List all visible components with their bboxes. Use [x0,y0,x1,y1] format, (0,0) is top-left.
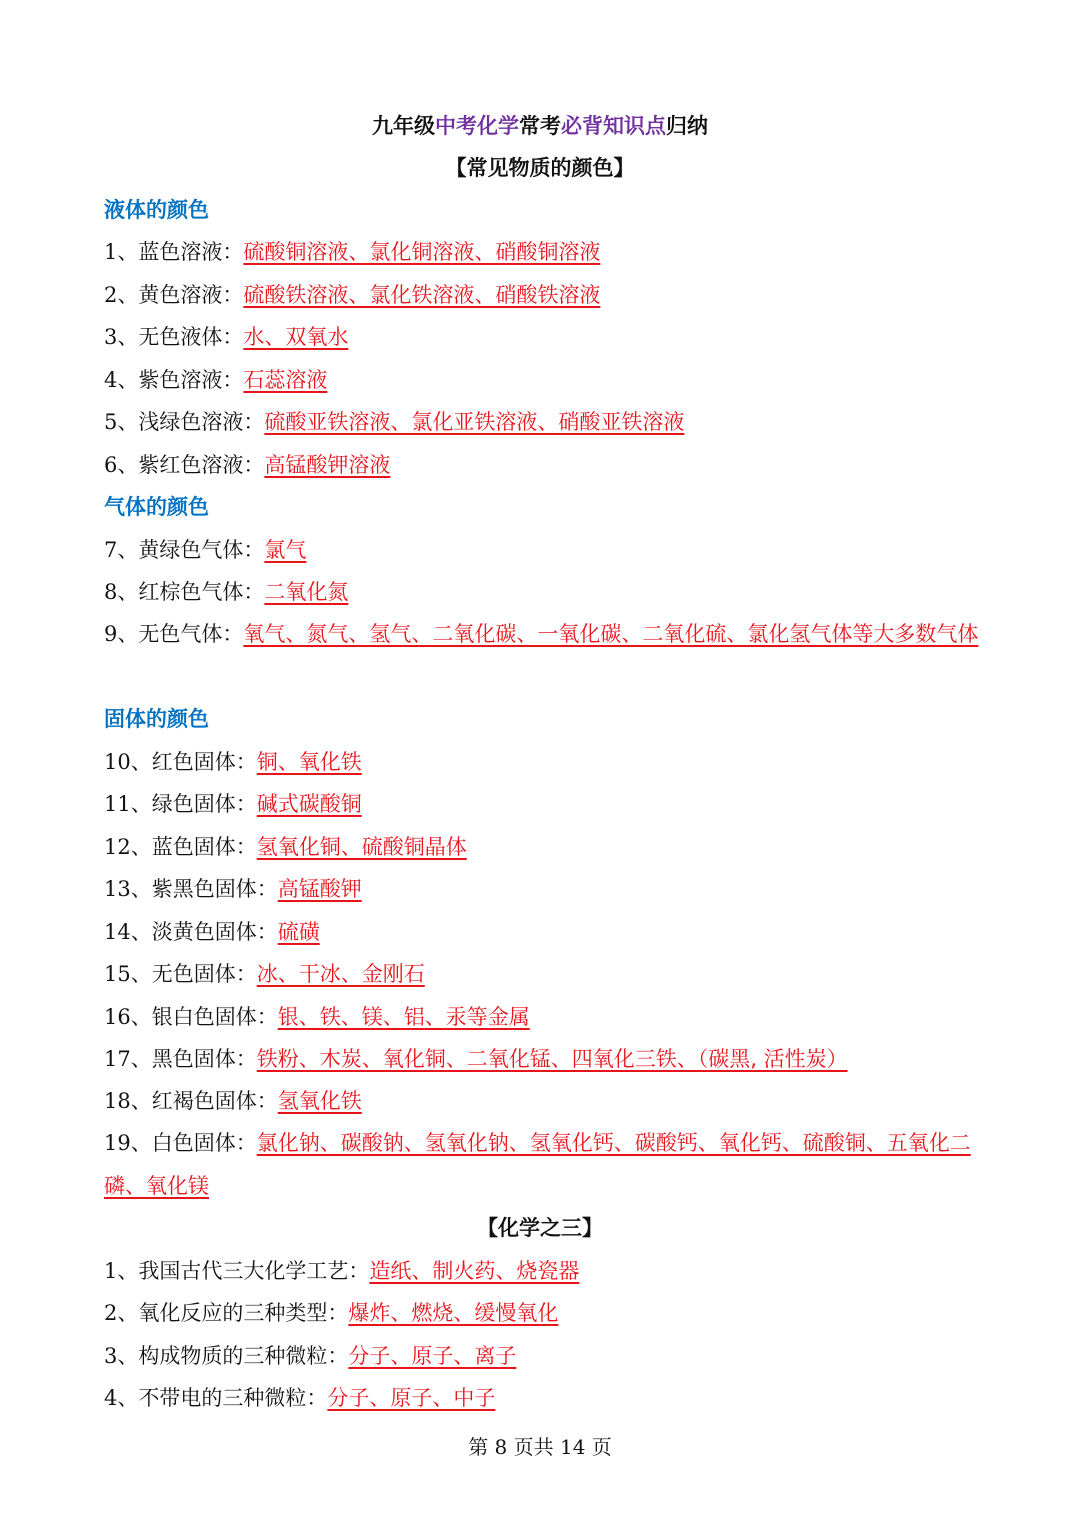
item-label: 6、紫红色溶液： [104,453,265,477]
list-item [104,956,984,992]
title-part: 常考 [519,113,561,138]
item-answer: 造纸、制火药、烧瓷器 [369,1259,580,1283]
item-label: 4、不带电的三种微粒： [104,1386,328,1410]
list-item [104,1041,984,1077]
list-item [104,1083,984,1119]
list-item [104,999,984,1035]
item-answer: 水、双氧水 [243,325,349,349]
item-answer: 银、铁、镁、铝、汞等金属 [277,1005,530,1029]
list-item [104,744,984,780]
list-item [104,574,984,610]
list-item [104,871,984,907]
item-answer: 铜、氧化铁 [256,750,362,774]
item-label: 14、淡黄色固体： [104,920,278,944]
list-item [104,532,984,568]
item-answer: 爆炸、燃烧、缓慢氧化 [348,1301,559,1325]
list-item [104,1253,984,1289]
item-label: 1、蓝色溶液： [104,240,244,264]
item-label: 8、红棕色气体： [104,580,265,604]
item-label: 11、绿色固体： [104,792,257,816]
list-item [104,613,984,656]
item-label: 19、白色固体： [104,1131,257,1155]
item-answer: 氯化钠、碳酸钠、氢氧化钠、氢氧化钙、碳酸钙、氧化钙、硫酸铜、五氧化二磷、氧化镁 [104,1131,971,1198]
item-answer: 氢氧化铁 [277,1089,362,1113]
section-heading-threes: 【化学之三】 [477,1215,603,1240]
title-accent: 中考化学 [435,113,519,138]
item-answer: 氢氧化铜、硫酸铜晶体 [256,835,467,859]
item-label: 9、无色气体： [104,622,244,646]
list-item [104,829,984,865]
item-answer: 冰、干冰、金刚石 [256,962,425,986]
list-item [104,362,984,398]
list-item [104,914,984,950]
list-item [104,447,984,483]
list-item [104,786,984,822]
item-label: 4、紫色溶液： [104,368,244,392]
item-label: 1、我国古代三大化学工艺： [104,1259,370,1283]
item-label: 7、黄绿色气体： [104,538,265,562]
item-label: 17、黑色固体： [104,1047,257,1071]
item-answer: 石蕊溶液 [243,368,328,392]
item-answer: 铁粉、木炭、氧化铜、二氧化锰、四氧化三铁、（碳黑, 活性炭） [256,1047,848,1071]
list-item [104,1380,984,1416]
item-answer: 二氧化氮 [264,580,349,604]
item-answer: 硫酸铜溶液、氯化铜溶液、硝酸铜溶液 [243,240,601,264]
item-label: 15、无色固体： [104,962,257,986]
title-part: 归纳 [666,113,708,138]
list-item [104,234,984,270]
section-heading-colors: 【常见物质的颜色】 [445,155,635,180]
item-label: 13、紫黑色固体： [104,877,278,901]
item-answer: 硫酸亚铁溶液、氯化亚铁溶液、硝酸亚铁溶液 [264,410,685,434]
item-answer: 碱式碳酸铜 [256,792,362,816]
item-answer: 硫磺 [277,920,320,944]
subheading-liquid: 液体的颜色 [104,197,209,222]
item-answer: 分子、原子、离子 [348,1344,517,1368]
item-label: 16、银白色固体： [104,1005,278,1029]
page-title [0,108,1080,144]
item-label: 2、氧化反应的三种类型： [104,1301,349,1325]
item-label: 12、蓝色固体： [104,835,257,859]
item-answer: 高锰酸钾 [277,877,362,901]
item-label: 3、无色液体： [104,325,244,349]
list-item [104,1122,984,1207]
item-answer: 氧气、氮气、氢气、二氧化碳、一氧化碳、二氧化硫、氯化氢气体等大多数气体 [243,622,979,646]
list-item [104,319,984,355]
item-label: 3、构成物质的三种微粒： [104,1344,349,1368]
list-item [104,1338,984,1374]
subheading-gas: 气体的颜色 [104,494,209,519]
item-label: 10、红色固体： [104,750,257,774]
item-label: 5、浅绿色溶液： [104,410,265,434]
item-label: 18、红褐色固体： [104,1089,278,1113]
item-label: 2、黄色溶液： [104,283,244,307]
list-item [104,277,984,313]
title-accent: 必背知识点 [561,113,666,138]
subheading-solid: 固体的颜色 [104,706,209,731]
page-number-footer: 第 8 页共 14 页 [468,1435,612,1459]
list-item [104,404,984,440]
list-item [104,1295,984,1331]
item-answer: 分子、原子、中子 [327,1386,496,1410]
item-answer: 高锰酸钾溶液 [264,453,391,477]
item-answer: 硫酸铁溶液、氯化铁溶液、硝酸铁溶液 [243,283,601,307]
title-part: 九年级 [372,113,435,138]
item-answer: 氯气 [264,538,307,562]
